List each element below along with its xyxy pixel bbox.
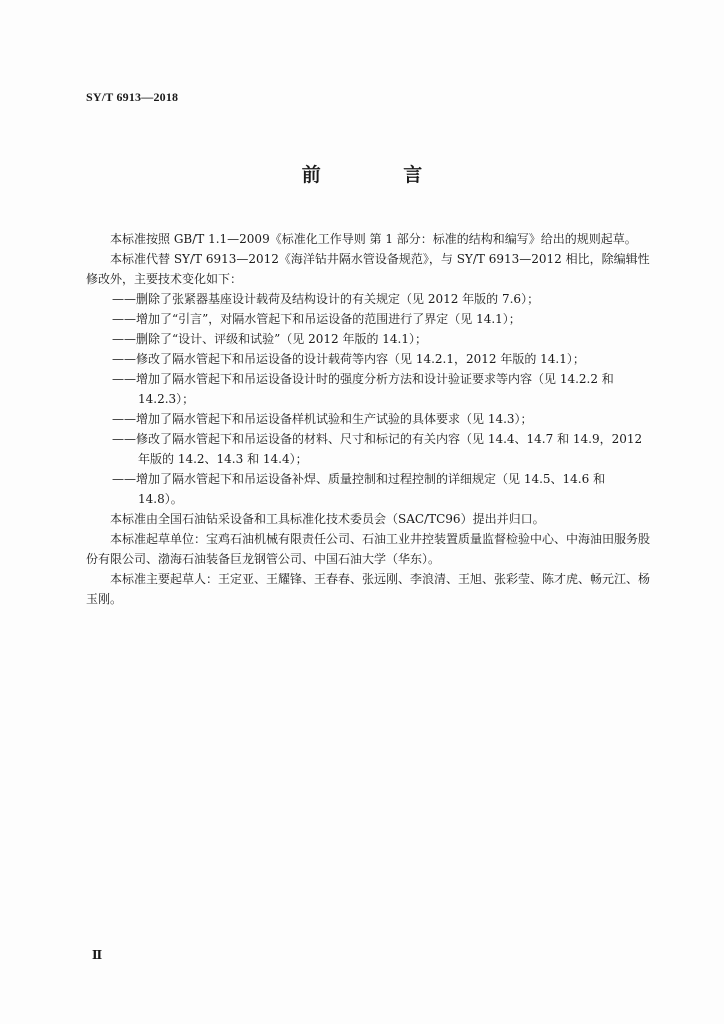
list-item: ——增加了隔水管起下和吊运设备设计时的强度分析方法和设计验证要求等内容（见 14.2.2 和 14.2.3）； <box>112 372 614 406</box>
foreword-body <box>86 229 652 609</box>
list-item: ——修改了隔水管起下和吊运设备的材料、尺寸和标记的有关内容（见 14.4、14.7 和 14.9，2012 年版的 14.2、14.3 和 14.4）； <box>112 432 643 466</box>
list-item: ——删除了张紧器基座设计载荷及结构设计的有关规定（见 2012 年版的 7.6）； <box>112 292 540 306</box>
paragraph-drafters: 本标准主要起草人：王定亚、王耀锋、王春春、张远刚、李浪清、王旭、张彩莹、陈才虎、畅元江、杨玉刚。 <box>86 572 651 606</box>
list-item: ——增加了隔水管起下和吊运设备补焊、质量控制和过程控制的详细规定（见 14.5、14.6 和 14.8）。 <box>112 472 606 506</box>
paragraph-proposer: 本标准由全国石油钻采设备和工具标准化技术委员会（SAC/TC96）提出并归口。 <box>110 512 545 526</box>
paragraph-drafting-rules: 本标准按照 GB/T 1.1—2009《标准化工作导则 第 1 部分：标准的结构和编写》给出的规则起草。 <box>110 232 637 246</box>
paragraph-drafting-units: 本标准起草单位：宝鸡石油机械有限责任公司、石油工业井控装置质量监督检验中心、中海油田服务股份有限公司、渤海石油装备巨龙钢管公司、中国石油大学（华东）。 <box>86 532 651 566</box>
list-item: ——增加了隔水管起下和吊运设备样机试验和生产试验的具体要求（见 14.3）； <box>112 412 533 426</box>
page-title: 前 言 <box>301 164 461 186</box>
paragraph-replacement: 本标准代替 SY/T 6913—2012《海洋钻井隔水管设备规范》，与 SY/T 6913—2012 相比，除编辑性修改外，主要技术变化如下： <box>86 252 650 286</box>
standard-code-header: SY/T 6913—2018 <box>86 90 179 104</box>
list-item: ——修改了隔水管起下和吊运设备的设计载荷等内容（见 14.2.1，2012 年版的 14.1）； <box>112 352 585 366</box>
list-item: ——删除了“设计、评级和试验”（见 2012 年版的 14.1）； <box>112 332 427 346</box>
page-number: Ⅱ <box>92 948 103 962</box>
list-item: ——增加了“引言”，对隔水管起下和吊运设备的范围进行了界定（见 14.1）； <box>112 312 521 326</box>
technical-changes-list <box>86 289 652 509</box>
